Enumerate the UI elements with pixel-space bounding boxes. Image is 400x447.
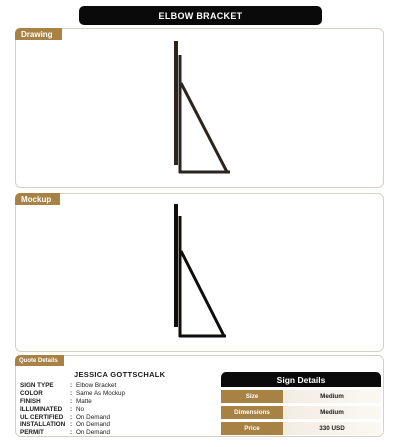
drawing-panel: [15, 28, 384, 188]
sign-details-title: Sign Details: [221, 372, 381, 387]
spec-row-sign-type: [20, 382, 125, 390]
client-name: JESSICA GOTTSCHALK: [74, 370, 166, 379]
spec-key: SIGN TYPE: [20, 382, 54, 390]
spec-separator: :: [70, 390, 73, 398]
spec-value: No: [76, 405, 85, 413]
spec-separator: :: [70, 413, 73, 421]
bracket-mockup: [16, 194, 385, 353]
bracket-wall-plate: [174, 204, 178, 327]
bracket-drawing: [16, 29, 385, 189]
sign-detail-value: 330 USD: [283, 422, 381, 435]
quote-panel: [15, 355, 384, 437]
spec-value: Matte: [76, 397, 92, 405]
spec-key: UL CERTIFIED: [20, 413, 64, 421]
spec-key: COLOR: [20, 390, 43, 398]
mockup-panel: [15, 193, 384, 352]
quote-details-label: Quote Details: [15, 355, 64, 366]
spec-row-finish: [20, 398, 125, 406]
spec-separator: :: [70, 405, 73, 413]
spec-key: PERMIT: [20, 429, 44, 437]
sign-detail-key: Dimensions: [221, 406, 283, 419]
spec-row-permit: [20, 429, 125, 437]
spec-value: On Demand: [76, 413, 110, 421]
sign-details-card: [221, 372, 381, 435]
spec-row-ul-certified: [20, 413, 125, 421]
spec-row-color: [20, 390, 125, 398]
sign-detail-key: Price: [221, 422, 283, 435]
spec-value: On Demand: [76, 429, 110, 437]
mockup-label: Mockup: [15, 193, 60, 205]
sign-detail-row-size: [221, 390, 381, 403]
spec-list: [20, 382, 125, 437]
spec-key: ILLUMINATED: [20, 405, 63, 413]
drawing-label: Drawing: [15, 28, 62, 40]
spec-value: Same As Mockup: [76, 390, 125, 398]
bracket-arm-diagonal: [181, 83, 227, 172]
page-title: ELBOW BRACKET: [79, 6, 322, 25]
sign-detail-value: Medium: [283, 390, 381, 403]
spec-key: FINISH: [20, 397, 41, 405]
sign-detail-row-price: [221, 422, 381, 435]
sign-detail-row-dimensions: [221, 406, 381, 419]
spec-separator: :: [70, 397, 73, 405]
spec-separator: :: [70, 429, 73, 437]
spec-key: INSTALLATION: [20, 421, 66, 429]
bracket-wall-plate: [174, 41, 178, 165]
spec-separator: :: [70, 421, 73, 429]
spec-value: Elbow Bracket: [76, 382, 117, 390]
sign-detail-value: Medium: [283, 406, 381, 419]
spec-row-installation: [20, 421, 125, 429]
bracket-arm-diagonal: [181, 251, 224, 336]
spec-separator: :: [70, 382, 73, 390]
spec-row-illuminated: [20, 405, 125, 413]
sign-detail-key: Size: [221, 390, 283, 403]
spec-value: On Demand: [76, 421, 110, 429]
